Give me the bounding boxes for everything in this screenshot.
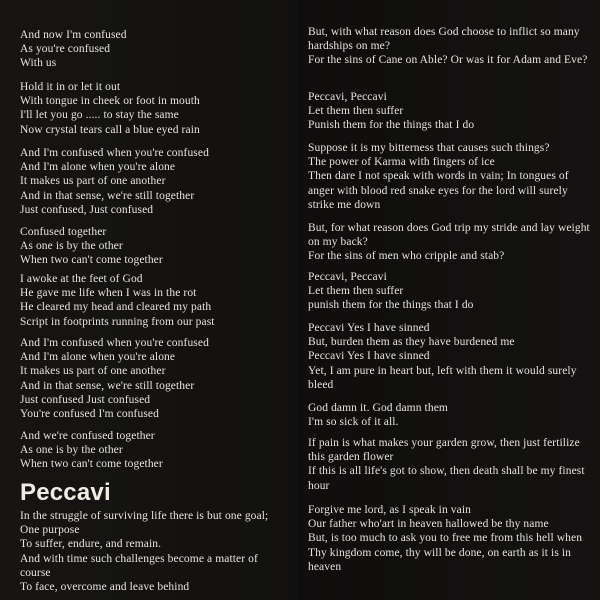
lyric-line: Our father who'art in heaven hallowed be thy name <box>308 518 549 531</box>
lyric-line: Peccavi Yes I have sinned <box>308 350 430 363</box>
lyric-line: And I'm alone when you're alone <box>20 351 176 364</box>
lyric-line: Suppose it is my bitterness that causes such things? <box>308 142 550 154</box>
stanza <box>308 503 592 574</box>
lyric-line: The power of Karma with fingers of ice <box>308 156 495 169</box>
stanza <box>308 436 592 493</box>
lyric-line: He cleared my head and cleared my path <box>20 301 212 314</box>
lyric-line: With us <box>20 57 57 70</box>
lyric-line: In the struggle of surviving life there is but one goal; <box>20 510 269 522</box>
lyric-line: Then dare I not speak with words in vain; In tongues of anger with blood red snake eyes for the lord will surely strike me down <box>308 170 569 211</box>
stanza <box>20 272 305 329</box>
lyric-line: I'm so sick of it all. <box>308 416 399 429</box>
lyric-line: Script in footprints running from our past <box>20 315 215 328</box>
stanza <box>20 336 305 421</box>
lyric-line: It makes us part of one another <box>20 365 166 378</box>
lyric-line: You're confused I'm confused <box>20 408 159 421</box>
lyric-line: As one is by the other <box>20 240 123 253</box>
stanza <box>308 141 592 212</box>
lyric-line: punish them for the things that I do <box>308 299 474 312</box>
lyric-line: Peccavi, Peccavi <box>308 91 387 103</box>
lyric-line: Yet, I am pure in heart but, left with them it would surely bleed <box>308 364 577 391</box>
stanza <box>20 146 305 217</box>
lyric-line: Now crystal tears call a blue eyed rain <box>20 123 200 136</box>
stanza <box>308 221 592 264</box>
lyric-line: Hold it in or let it out <box>20 81 121 93</box>
lyric-line: God damn it. God damn them <box>308 402 448 414</box>
lyric-line: Peccavi Yes I have sinned <box>308 322 430 334</box>
lyric-line: Thy kingdom come, thy will be done, on earth as it is in heaven <box>308 546 572 573</box>
stanza <box>20 429 305 472</box>
stanza <box>308 401 592 429</box>
stanza <box>20 509 305 594</box>
stanza <box>20 28 305 71</box>
lyric-line: But, is too much to ask you to free me from this hell when <box>308 532 583 545</box>
lyric-line: Confused together <box>20 226 107 238</box>
lyric-line: One purpose <box>20 524 80 537</box>
lyric-line: Peccavi, Peccavi <box>308 271 387 283</box>
lyric-line: But, for what reason does God trip my stride and lay weight on my back? <box>308 222 590 249</box>
lyric-line: He gave me life when I was in the rot <box>20 287 197 300</box>
lyric-line: It makes us part of one another <box>20 175 166 188</box>
lyric-line: course <box>20 566 51 579</box>
lyric-line: And with time such challenges become a matter of <box>20 552 258 565</box>
lyric-line: Let them then suffer <box>308 105 404 118</box>
lyric-line: And I'm confused when you're confused <box>20 147 209 159</box>
stanza <box>308 321 592 392</box>
lyric-line: I awoke at the feet of God <box>20 273 143 285</box>
lyric-line: Punish them for the things that I do <box>308 119 475 132</box>
lyric-line: If this is all life's got to show, then death shall be my finest hour <box>308 465 585 492</box>
lyric-line: When two can't come together <box>20 254 163 267</box>
lyric-line: Just confused Just confused <box>20 393 151 406</box>
stanza <box>308 270 592 313</box>
stanza <box>20 225 305 268</box>
lyric-line: If pain is what makes your garden grow, then just fertilize this garden flower <box>308 437 580 464</box>
lyric-line: For the sins of Cane on Able? Or was it for Adam and Eve? <box>308 54 588 67</box>
lyric-line: To face, overcome and leave behind <box>20 581 190 594</box>
stanza <box>20 80 305 137</box>
lyric-line: To suffer, endure, and remain. <box>20 538 162 551</box>
lyric-line: But, with what reason does God choose to inflict so many hardships on me? <box>308 26 580 53</box>
section-title-peccavi: Peccavi <box>20 479 111 506</box>
lyric-line: I'll let you go ..... to stay the same <box>20 109 179 122</box>
lyric-line: And now I'm confused <box>20 29 127 41</box>
lyric-line: When two can't come together <box>20 458 163 471</box>
lyric-line: And we're confused together <box>20 430 155 442</box>
lyric-line: As one is by the other <box>20 444 123 457</box>
lyric-line: But, burden them as they have burdened me <box>308 336 515 349</box>
lyric-line: Forgive me lord, as I speak in vain <box>308 504 471 516</box>
lyric-line: And I'm alone when you're alone <box>20 161 176 174</box>
lyric-line: With tongue in cheek or foot in mouth <box>20 95 200 108</box>
stanza <box>308 25 592 68</box>
lyric-line: And in that sense, we're still together <box>20 189 195 202</box>
stanza <box>308 90 592 133</box>
lyric-line: For the sins of men who cripple and stab? <box>308 250 505 263</box>
lyric-line: Just confused, Just confused <box>20 203 154 216</box>
lyric-line: As you're confused <box>20 43 111 56</box>
lyric-line: And I'm confused when you're confused <box>20 337 209 349</box>
lyric-line: Let them then suffer <box>308 285 404 298</box>
lyric-line: And in that sense, we're still together <box>20 379 195 392</box>
